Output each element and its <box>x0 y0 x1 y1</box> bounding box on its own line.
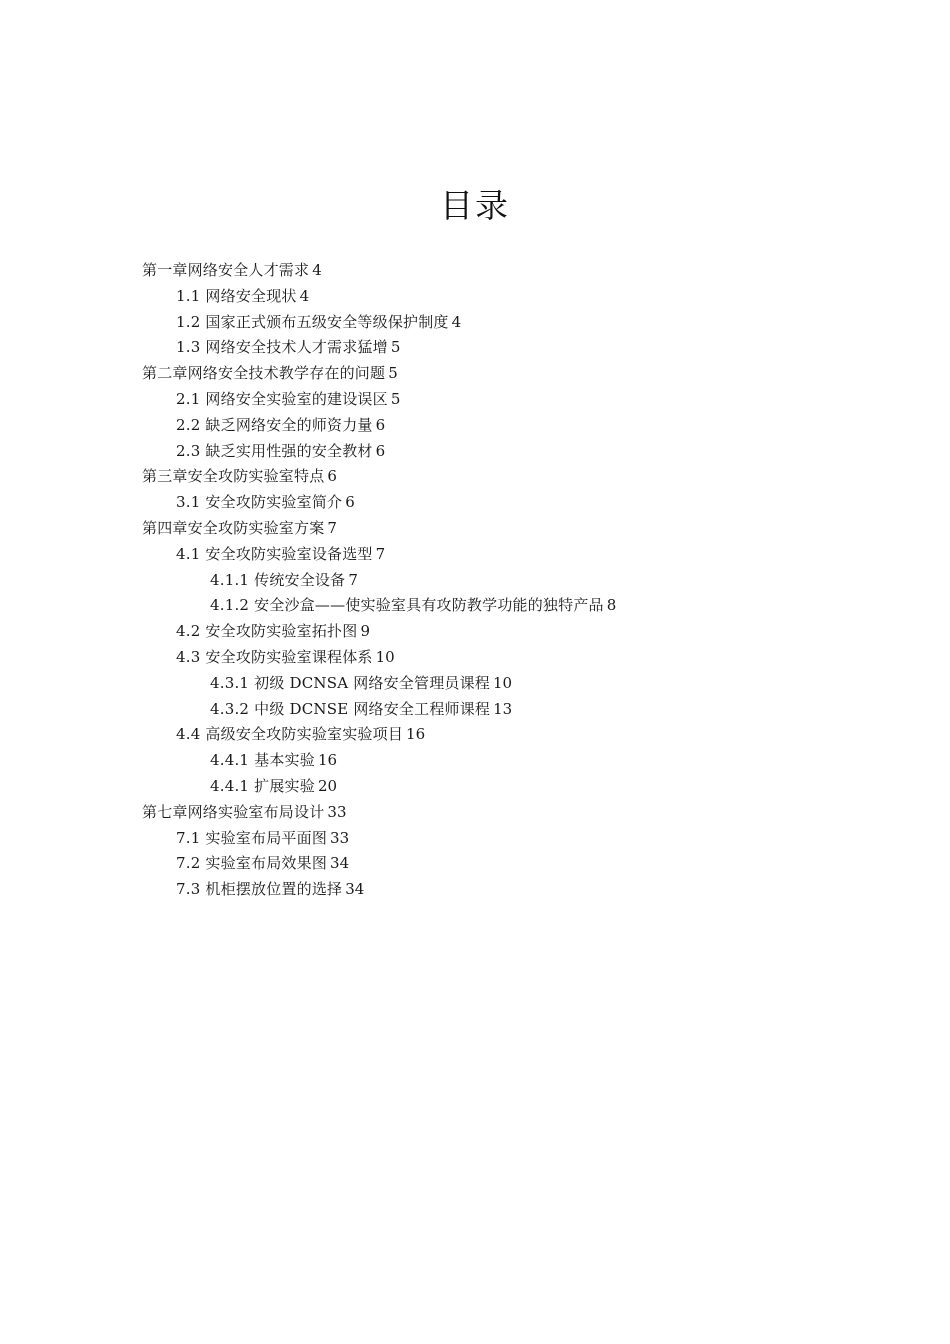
toc-entry-label: 4.4.1 基本实验 <box>210 751 315 770</box>
toc-entry-page-number: 5 <box>388 364 398 383</box>
toc-entry-page-number: 5 <box>390 338 401 357</box>
toc-entry-label: 第七章网络实验室布局设计 <box>142 802 325 821</box>
toc-entry-page-number: 6 <box>375 441 386 460</box>
toc-entry-page-number: 7 <box>375 544 386 563</box>
toc-entry-label: 7.1 实验室布局平面图 <box>176 828 328 847</box>
toc-entry[interactable] <box>142 361 842 387</box>
toc-entry-label: 1.2 国家正式颁布五级安全等级保护制度 <box>176 312 449 331</box>
table-of-contents <box>142 258 842 903</box>
toc-entry-page-number: 16 <box>317 751 338 770</box>
toc-entry-label: 3.1 安全攻防实验室简介 <box>176 493 343 512</box>
toc-entry[interactable] <box>142 335 842 361</box>
toc-entry[interactable] <box>142 258 842 284</box>
toc-entry[interactable] <box>142 697 842 723</box>
toc-entry[interactable] <box>142 826 842 852</box>
toc-entry-label: 4.1.1 传统安全设备 <box>210 570 346 589</box>
toc-entry-label: 7.2 实验室布局效果图 <box>176 854 328 873</box>
toc-entry[interactable] <box>142 413 842 439</box>
toc-entry-label: 第四章安全攻防实验室方案 <box>142 518 325 537</box>
toc-entry-label: 4.4.1 扩展实验 <box>210 776 315 795</box>
toc-entry-page-number: 6 <box>375 415 386 434</box>
toc-entry-page-number: 4 <box>312 261 322 279</box>
toc-entry-page-number: 8 <box>606 596 617 615</box>
toc-entry-label: 1.1 网络安全现状 <box>176 286 297 305</box>
toc-entry-label: 4.4 高级安全攻防实验室实验项目 <box>176 725 404 744</box>
toc-entry-label: 2.3 缺乏实用性强的安全教材 <box>176 441 373 460</box>
toc-entry-page-number: 34 <box>330 854 350 873</box>
toc-entry-page-number: 20 <box>317 776 338 795</box>
toc-entry-page-number: 33 <box>330 828 350 847</box>
toc-entry-label: 2.1 网络安全实验室的建设误区 <box>176 389 388 408</box>
toc-entry-page-number: 7 <box>327 518 337 537</box>
toc-entry-page-number: 33 <box>327 802 347 821</box>
toc-entry-label: 4.1.2 安全沙盒——使实验室具有攻防教学功能的独特产品 <box>210 596 604 615</box>
toc-entry[interactable] <box>142 284 842 310</box>
toc-entry-page-number: 6 <box>327 467 337 486</box>
toc-entry[interactable] <box>142 722 842 748</box>
toc-entry-label: 7.3 机柜摆放位置的选择 <box>176 880 343 899</box>
toc-entry-page-number: 16 <box>406 725 426 744</box>
toc-entry[interactable] <box>142 593 842 619</box>
toc-entry-label: 4.3.2 中级 DCNSE 网络安全工程师课程 <box>210 699 491 718</box>
toc-entry[interactable] <box>142 310 842 336</box>
toc-entry-label: 第一章网络安全人才需求 <box>142 261 310 279</box>
toc-entry-label: 4.2 安全攻防实验室拓扑图 <box>176 622 358 641</box>
toc-entry-page-number: 4 <box>299 286 310 305</box>
toc-entry-label: 2.2 缺乏网络安全的师资力量 <box>176 415 373 434</box>
toc-entry-page-number: 34 <box>345 880 365 899</box>
toc-entry-label: 4.3.1 初级 DCNSA 网络安全管理员课程 <box>210 673 491 692</box>
toc-entry-label: 第二章网络安全技术教学存在的问题 <box>142 364 386 383</box>
toc-entry-page-number: 7 <box>348 570 358 589</box>
toc-entry[interactable] <box>142 645 842 671</box>
toc-entry[interactable] <box>142 619 842 645</box>
toc-entry-label: 1.3 网络安全技术人才需求猛增 <box>176 338 388 357</box>
toc-entry[interactable] <box>142 542 842 568</box>
toc-entry[interactable] <box>142 877 842 903</box>
toc-entry-label: 第三章安全攻防实验室特点 <box>142 467 325 486</box>
toc-entry-page-number: 9 <box>360 622 370 641</box>
toc-entry-page-number: 13 <box>493 699 513 718</box>
toc-entry-page-number: 5 <box>390 389 401 408</box>
page-title: 目录 <box>440 186 510 225</box>
toc-entry-page-number: 10 <box>493 673 513 692</box>
toc-entry-page-number: 10 <box>375 647 395 666</box>
toc-entry[interactable] <box>142 387 842 413</box>
toc-entry[interactable] <box>142 490 842 516</box>
toc-entry[interactable] <box>142 774 842 800</box>
toc-entry-page-number: 4 <box>451 312 462 331</box>
toc-entry[interactable] <box>142 516 842 542</box>
toc-entry[interactable] <box>142 851 842 877</box>
toc-entry[interactable] <box>142 671 842 697</box>
toc-entry-label: 4.1 安全攻防实验室设备选型 <box>176 544 373 563</box>
toc-entry[interactable] <box>142 568 842 594</box>
toc-entry[interactable] <box>142 439 842 465</box>
toc-entry[interactable] <box>142 464 842 490</box>
toc-entry-label: 4.3 安全攻防实验室课程体系 <box>176 647 373 666</box>
toc-entry-page-number: 6 <box>345 493 355 512</box>
toc-entry[interactable] <box>142 748 842 774</box>
toc-entry[interactable] <box>142 800 842 826</box>
